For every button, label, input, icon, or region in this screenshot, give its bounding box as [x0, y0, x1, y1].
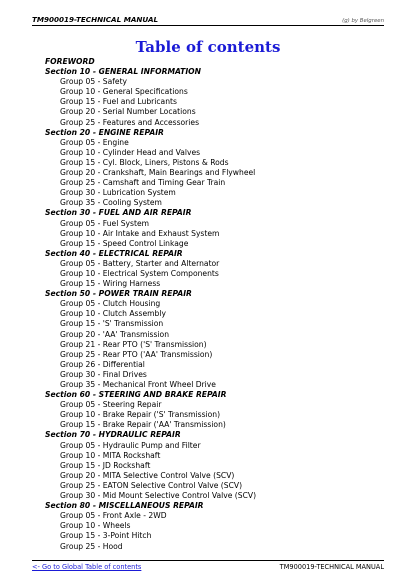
header-divider: [32, 25, 384, 26]
toc-group-link[interactable]: Group 10 - Cylinder Head and Valves: [60, 147, 201, 157]
toc-group-link[interactable]: Group 05 - Engine: [60, 137, 129, 147]
toc-group-link[interactable]: Group 05 - Steering Repair: [60, 400, 162, 410]
toc-group-link[interactable]: Group 15 - Speed Control Linkage: [60, 238, 189, 248]
toc-section-link[interactable]: Section 70 - HYDRAULIC REPAIR: [45, 430, 181, 440]
toc-group-link[interactable]: Group 15 - 3-Point Hitch: [60, 531, 152, 541]
toc-group-link[interactable]: Group 10 - Air Intake and Exhaust System: [60, 228, 220, 238]
toc-group-link[interactable]: Group 05 - Fuel System: [60, 218, 150, 228]
toc-section-link[interactable]: FOREWORD: [45, 57, 95, 66]
toc-group-link[interactable]: Group 35 - Cooling System: [60, 198, 162, 208]
toc-group-link[interactable]: Group 20 - 'AA' Transmission: [60, 329, 170, 339]
toc-group-link[interactable]: Group 21 - Rear PTO ('S' Transmission): [60, 339, 207, 349]
toc-group-link[interactable]: Group 25 - Rear PTO ('AA' Transmission): [60, 349, 213, 359]
table-of-contents: [45, 57, 385, 552]
toc-group-link[interactable]: Group 25 - Hood: [60, 541, 123, 551]
toc-group-link[interactable]: Group 05 - Front Axle - 2WD: [60, 511, 167, 521]
toc-group-link[interactable]: Group 15 - 'S' Transmission: [60, 319, 164, 329]
toc-group-link[interactable]: Group 26 - Differential: [60, 359, 145, 369]
toc-group-link[interactable]: Group 10 - MITA Rockshaft: [60, 450, 161, 460]
toc-section-link[interactable]: Section 60 - STEERING AND BRAKE REPAIR: [45, 390, 227, 400]
toc-group-link[interactable]: Group 15 - Cyl. Block, Liners, Pistons & Rods: [60, 157, 229, 167]
toc-group-link[interactable]: Group 20 - Crankshaft, Main Bearings and Flywheel: [60, 168, 256, 178]
toc-group-link[interactable]: Group 15 - Wiring Harness: [60, 279, 161, 289]
toc-group-link[interactable]: Group 25 - Features and Accessories: [60, 117, 200, 127]
toc-section-link[interactable]: Section 10 - GENERAL INFORMATION: [45, 67, 201, 77]
footer-manual-title: TM900019-TECHNICAL MANUAL: [279, 563, 384, 571]
toc-group-link[interactable]: Group 20 - MITA Selective Control Valve (SCV): [60, 470, 235, 480]
toc-section-link[interactable]: Section 40 - ELECTRICAL REPAIR: [45, 248, 183, 258]
toc-group-link[interactable]: Group 10 - Wheels: [60, 521, 131, 531]
toc-group-link[interactable]: Group 20 - Serial Number Locations: [60, 107, 196, 117]
page-header: [32, 12, 384, 24]
toc-group-link[interactable]: Group 15 - JD Rockshaft: [60, 460, 151, 470]
toc-group-link[interactable]: Group 05 - Clutch Housing: [60, 299, 161, 309]
toc-group-link[interactable]: Group 05 - Safety: [60, 77, 128, 87]
page-footer: [32, 563, 384, 571]
toc-group-link[interactable]: Group 30 - Lubrication System: [60, 188, 176, 198]
header-manual-title: TM900019-TECHNICAL MANUAL: [32, 15, 159, 24]
toc-group-link[interactable]: Group 10 - Brake Repair ('S' Transmission): [60, 410, 221, 420]
toc-group-link[interactable]: Group 15 - Brake Repair ('AA' Transmission): [60, 420, 226, 430]
toc-group-link[interactable]: Group 05 - Hydraulic Pump and Filter: [60, 440, 201, 450]
header-byline: (g) by Belgreen: [342, 18, 384, 24]
toc-section-link[interactable]: Section 30 - FUEL AND AIR REPAIR: [45, 208, 192, 218]
toc-group-link[interactable]: Group 10 - General Specifications: [60, 87, 188, 97]
page-title: Table of contents: [135, 38, 281, 56]
toc-group-link[interactable]: Group 05 - Battery, Starter and Alternator: [60, 258, 220, 268]
toc-group-link[interactable]: Group 10 - Clutch Assembly: [60, 309, 166, 319]
toc-group-link[interactable]: Group 30 - Mid Mount Selective Control Valve (SCV): [60, 491, 257, 501]
toc-section-link[interactable]: Section 80 - MISCELLANEOUS REPAIR: [45, 501, 204, 511]
footer-divider: [32, 560, 384, 561]
toc-group-link[interactable]: Group 25 - EATON Selective Control Valve (SCV): [60, 480, 243, 490]
global-toc-link[interactable]: <- Go to Global Table of contents: [32, 563, 142, 571]
toc-section-link[interactable]: Section 20 - ENGINE REPAIR: [45, 127, 164, 137]
toc-group-link[interactable]: Group 15 - Fuel and Lubricants: [60, 97, 177, 107]
toc-group-link[interactable]: Group 35 - Mechanical Front Wheel Drive: [60, 380, 216, 389]
toc-group-link[interactable]: Group 10 - Electrical System Components: [60, 268, 219, 278]
toc-section-link[interactable]: Section 50 - POWER TRAIN REPAIR: [45, 289, 192, 299]
toc-group-link[interactable]: Group 25 - Camshaft and Timing Gear Train: [60, 178, 226, 188]
toc-group-link[interactable]: Group 30 - Final Drives: [60, 369, 147, 379]
